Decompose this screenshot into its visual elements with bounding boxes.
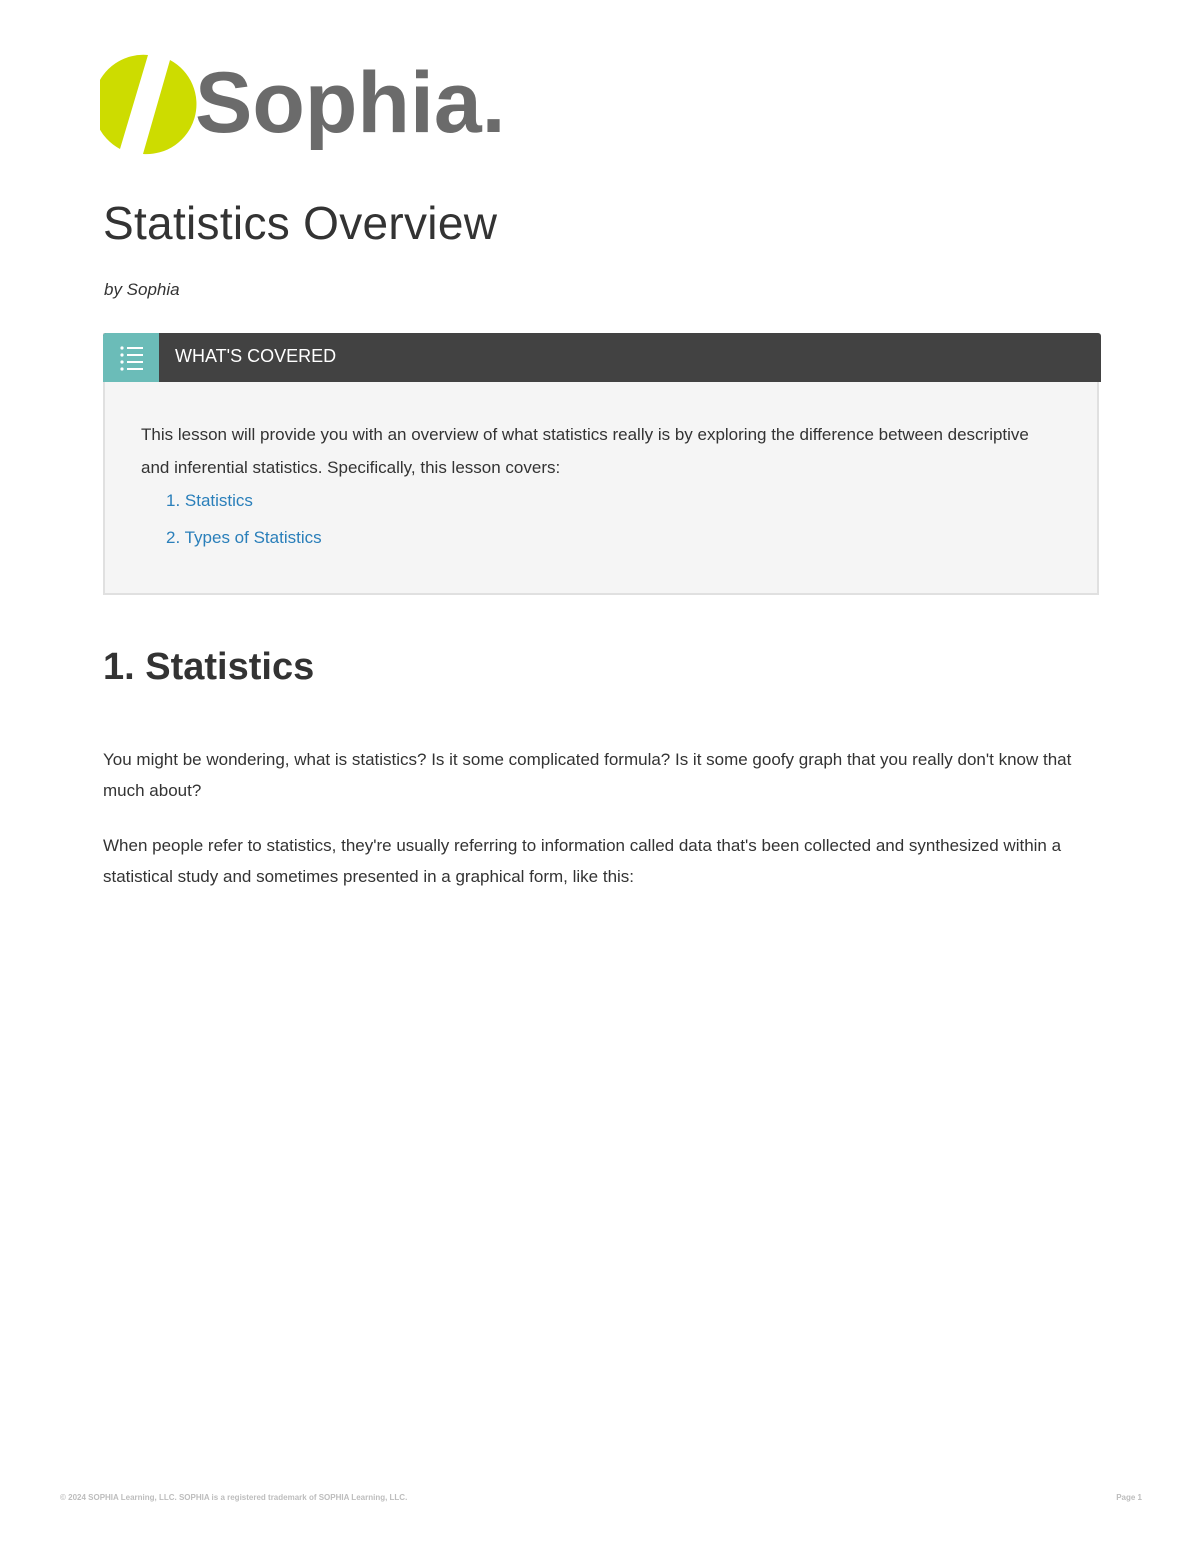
byline: by Sophia bbox=[104, 280, 180, 299]
whats-covered-link-types-of-statistics[interactable]: 2. Types of Statistics bbox=[166, 528, 322, 547]
list-icon bbox=[103, 333, 159, 382]
whats-covered-header bbox=[103, 333, 1101, 382]
sophia-mark-icon bbox=[100, 55, 196, 154]
whats-covered-link-statistics[interactable]: 1. Statistics bbox=[166, 491, 253, 510]
sophia-wordmark: Sophia. bbox=[195, 55, 506, 151]
whats-covered-box bbox=[103, 333, 1099, 595]
section-heading-statistics: 1. Statistics bbox=[103, 646, 315, 688]
footer-page-number: Page 1 bbox=[1116, 1493, 1142, 1502]
page-title: Statistics Overview bbox=[103, 197, 498, 249]
whats-covered-intro: This lesson will provide you with an overview of what statistics really is by exploring the difference between descriptive and inferential statistics. Specifically, this lesson covers: bbox=[141, 425, 1029, 477]
whats-covered-list bbox=[166, 489, 322, 563]
paragraph: When people refer to statistics, they're usually referring to information called data that's been collected and synthesized within a statistical study and sometimes presented in a graphical form, like this: bbox=[103, 836, 1062, 886]
whats-covered-title: WHAT'S COVERED bbox=[175, 346, 337, 366]
sophia-logo bbox=[100, 52, 520, 162]
footer-copyright: © 2024 SOPHIA Learning, LLC. SOPHIA is a registered trademark of SOPHIA Learning, LLC. bbox=[60, 1493, 408, 1502]
paragraph: You might be wondering, what is statistics? Is it some complicated formula? Is it some goofy graph that you really don't know that much about? bbox=[103, 750, 1072, 800]
sophia-logo-graphic bbox=[100, 52, 520, 162]
